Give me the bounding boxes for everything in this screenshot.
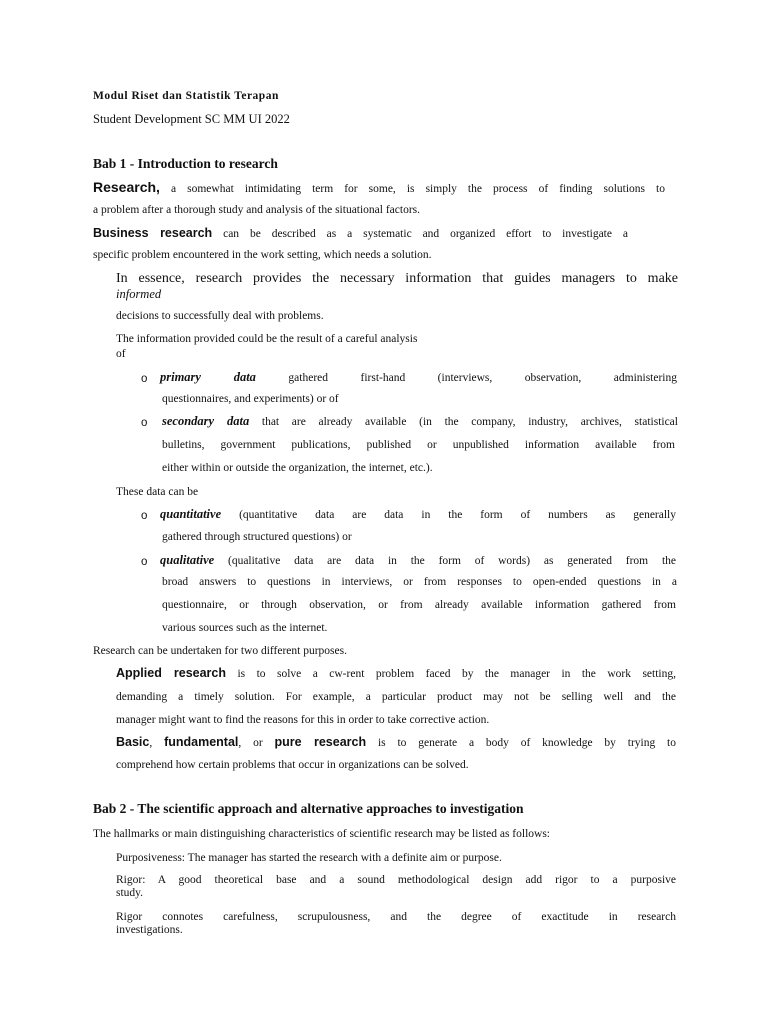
quantitative-term: quantitative	[160, 507, 222, 521]
primary-data-line-1	[160, 370, 677, 385]
basic-research-text: is to generate a body of knowledge by trying to	[366, 737, 676, 749]
two-purposes-line: Research can be undertaken for two different purposes.	[93, 645, 347, 657]
bullet-marker: o	[141, 373, 148, 385]
bullet-marker: o	[141, 417, 148, 429]
purposiveness-line: Purposiveness: The manager has started the research with a definite aim or purpose.	[116, 852, 502, 864]
primary-data-text: gathered first-hand (interviews, observation, administering	[255, 372, 678, 384]
applied-research-text: is to solve a cw-rent problem faced by the manager in the work setting,	[226, 668, 676, 680]
essence-line-1	[116, 272, 678, 286]
hallmarks-line: The hallmarks or main distinguishing characteristics of scientific research may be listed as follows:	[93, 828, 550, 840]
business-research-line-1	[93, 226, 628, 241]
qualitative-line-1	[160, 553, 676, 568]
rigor-line-1: Rigor: A good theoretical base and a sound methodological design add rigor to a purposive	[116, 874, 676, 886]
bullet-marker: o	[141, 510, 148, 522]
qualitative-line-4: various sources such as the internet.	[162, 622, 328, 634]
secondary-data-line-3: either within or outside the organization, the internet, etc.).	[162, 462, 433, 474]
pure-research-term: pure research	[274, 735, 367, 749]
applied-research-line-2: demanding a timely solution. For example, a particular product may not be selling well and the	[116, 691, 676, 703]
secondary-data-line-1	[162, 414, 678, 429]
qualitative-text: (qualitative data are data in the form of words) as generated from the	[214, 555, 676, 567]
information-line-of: of	[116, 348, 126, 360]
research-definition-line-1	[93, 180, 665, 196]
essence-text: In essence, research provides the necessary information that guides managers to make	[116, 271, 678, 286]
applied-research-term: Applied research	[116, 666, 227, 680]
applied-research-line-3: manager might want to find the reasons for this in order to take corrective action.	[116, 714, 490, 726]
secondary-data-term: secondary data	[162, 414, 250, 428]
quantitative-line-1	[160, 507, 676, 522]
these-data-line: These data can be	[116, 486, 199, 498]
research-definition-text: a somewhat intimidating term for some, is simply the process of finding solutions to	[159, 183, 665, 195]
basic-term: Basic	[116, 735, 150, 749]
primary-data-term: primary data	[160, 370, 256, 384]
qualitative-term: qualitative	[160, 553, 215, 567]
secondary-data-line-2: bulletins, government publications, published or unpublished information available from	[162, 439, 675, 451]
applied-research-line-1	[116, 666, 676, 681]
basic-or: , or	[238, 737, 275, 749]
document-title: Modul Riset dan Statistik Terapan	[93, 90, 279, 102]
quantitative-line-2: gathered through structured questions) or	[162, 531, 352, 543]
chapter-2-number: Bab 2	[93, 801, 127, 816]
research-term: Research,	[93, 179, 160, 195]
information-line-1: The information provided could be the result of a careful analysis	[116, 333, 418, 345]
research-definition-line-2: a problem after a thorough study and analysis of the situational factors.	[93, 204, 421, 216]
basic-research-line-1	[116, 735, 676, 750]
qualitative-line-2: broad answers to questions in interviews, or from responses to open-ended questions in a	[162, 576, 677, 588]
essence-informed: informed	[116, 287, 162, 301]
bullet-marker: o	[141, 556, 148, 568]
chapter-2-heading	[93, 802, 524, 816]
document-subtitle: Student Development SC MM UI 2022	[93, 112, 290, 126]
essence-line-2: decisions to successfully deal with problems.	[116, 310, 324, 322]
chapter-1-heading: Bab 1 - Introduction to research	[93, 156, 278, 171]
basic-research-line-2: comprehend how certain problems that occur in organizations can be solved.	[116, 759, 469, 771]
rigor-connotes-line-1: Rigor connotes carefulness, scrupulousness, and the degree of exactitude in research	[116, 911, 676, 923]
rigor-line-2: study.	[116, 887, 144, 899]
business-research-text: can be described as a systematic and organized effort to investigate a	[212, 228, 628, 240]
fundamental-term: fundamental	[164, 735, 239, 749]
business-research-term: Business research	[93, 226, 213, 240]
qualitative-line-3: questionnaire, or through observation, or from already available information gathered from	[162, 599, 676, 611]
primary-data-line-2: questionnaires, and experiments) or of	[162, 393, 339, 405]
basic-comma: ,	[149, 737, 165, 749]
chapter-2-title: - The scientific approach and alternative approaches to investigation	[126, 801, 524, 816]
quantitative-text: (quantitative data are data in the form of numbers as generally	[221, 509, 676, 521]
rigor-connotes-line-2: investigations.	[116, 924, 183, 936]
business-research-line-2: specific problem encountered in the work setting, which needs a solution.	[93, 249, 432, 261]
secondary-data-text: that are already available (in the company, industry, archives, statistical	[249, 416, 678, 428]
